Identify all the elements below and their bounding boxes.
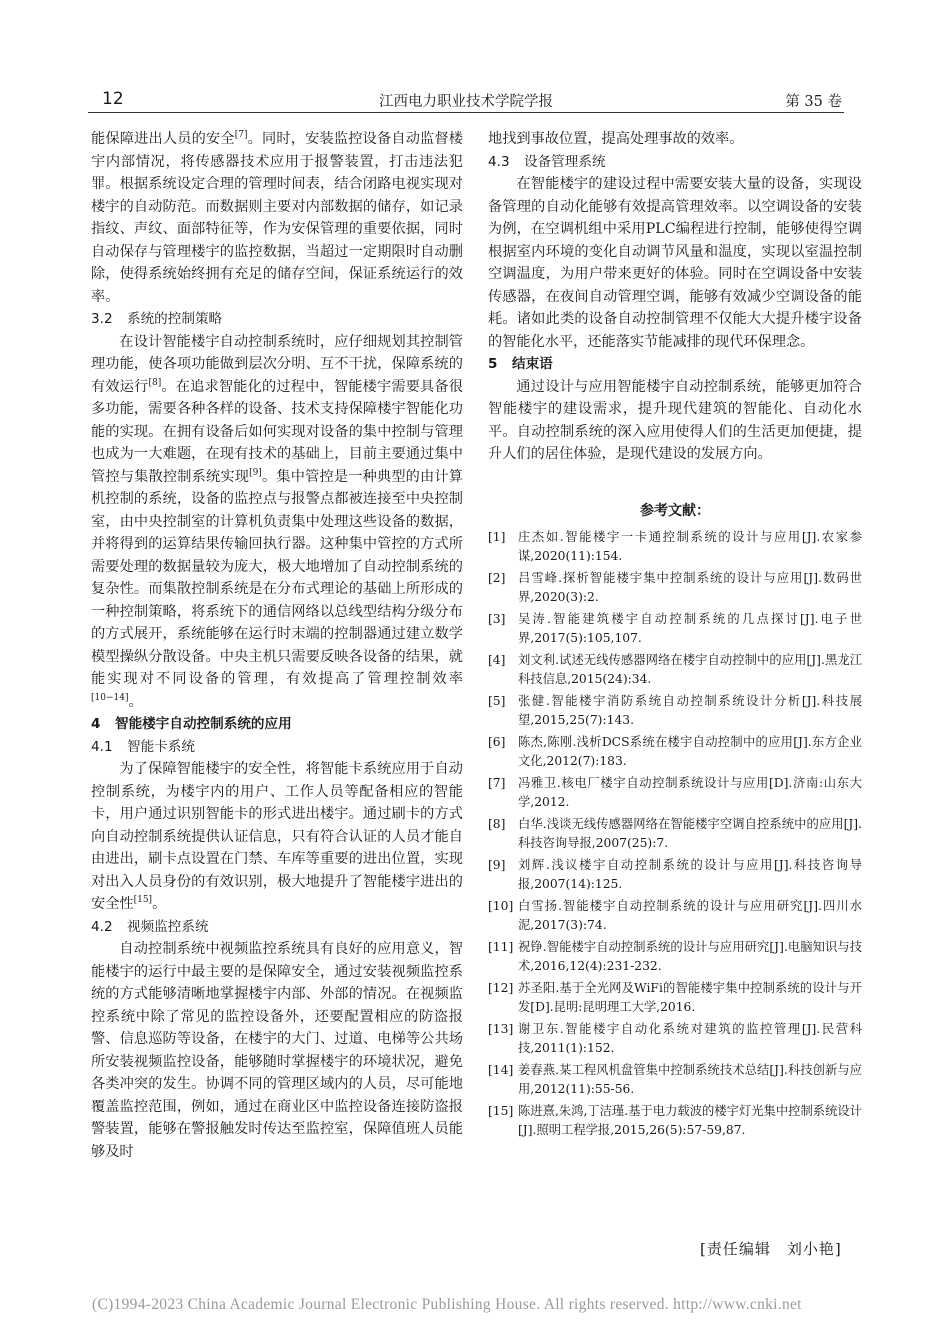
reference-index: [1]: [488, 530, 506, 544]
citation[interactable]: [7]: [234, 130, 248, 140]
paragraph: 通过设计与应用智能楼宇自动控制系统，能够更加符合智能楼宇的建设需求，提升现代建筑的智能化、自动化水平。自动控制系统的深入应用使得人们的生活更加便捷，提升人们的居住体验，是现代建设的发展方向。: [488, 378, 862, 462]
reference-text: 张健.智能楼宇消防系统自动控制系统设计分析[J].科技展望,2015,25(7):143.: [518, 694, 862, 727]
reference-text: 庄杰如.智能楼宇一卡通控制系统的设计与应用[J].农家参谋,2020(11):154.: [518, 530, 862, 563]
reference-index: [13]: [488, 1022, 514, 1036]
journal-title: 江西电力职业技术学院学报: [379, 94, 553, 110]
reference-text: 苏圣阳.基于全光网及WiFi的智能楼宇集中控制系统的设计与开发[D].昆明:昆明理工大学,2016.: [518, 981, 862, 1014]
references-title: 参考文献：: [640, 502, 710, 519]
reference-text: 陈杰,陈刚.浅析DCS系统在楼宇自动控制中的应用[J].东方企业文化,2012(7):183.: [518, 735, 862, 768]
reference-item: [488, 528, 862, 565]
reference-text: 吴涛.智能建筑楼宇自动控制系统的几点探讨[J].电子世界,2017(5):105,107.: [518, 612, 862, 645]
reference-index: [14]: [488, 1063, 514, 1077]
paragraph: 能保障进出人员的安全[7]。同时，安装监控设备自动监督楼宇内部情况，将传感器技术应用于报警装置，打击违法犯罪。根据系统设定合理的管理时间表，结合闭路电视实现对楼宇的自动防范。而数据则主要对内部数据的储存，如记录指纹、声纹、面部特征等，作为安保管理的重要依据，同时自动保存与管理楼宇的监控数据，当超过一定期限时自动删除，使得系统始终拥有充足的储存空间，保证系统运行的效率。: [91, 130, 463, 305]
reference-index: [6]: [488, 735, 506, 749]
section-heading-4-1: 4.1 智能卡系统: [91, 738, 195, 755]
reference-text: 冯雅卫.核电厂楼宇自动控制系统设计与应用[D].济南:山东大学,2012.: [518, 776, 862, 809]
reference-text: 白华.浅谈无线传感器网络在智能楼宇空调自控系统中的应用[J].科技咨询导报,2007(25):7.: [518, 817, 862, 850]
reference-index: [9]: [488, 858, 506, 872]
citation[interactable]: [15]: [133, 895, 153, 905]
reference-item: [488, 815, 862, 852]
references-list: [488, 528, 862, 1139]
reference-text: 吕雪峰.探析智能楼宇集中控制系统的设计与应用[J].数码世界,2020(3):2.: [518, 571, 862, 604]
reference-index: [2]: [488, 571, 506, 585]
reference-index: [5]: [488, 694, 506, 708]
reference-item: [488, 651, 862, 688]
running-header: [88, 88, 844, 113]
reference-item: [488, 897, 862, 934]
reference-item: [488, 692, 862, 729]
section-heading-4-2: 4.2 视频监控系统: [91, 918, 209, 935]
left-column: [91, 128, 463, 1163]
reference-item: [488, 856, 862, 893]
citation[interactable]: [8]: [148, 377, 162, 388]
reference-item: [488, 1102, 862, 1139]
reference-text: 白雪扬.智能楼宇自动控制系统的设计与应用研究[J].四川水泥,2017(3):74.: [518, 899, 862, 932]
reference-text: 陈进熹,朱鸿,丁洁瑾.基于电力载波的楼宇灯光集中控制系统设计[J].照明工程学报,2015,26(5):57-59,87.: [518, 1104, 862, 1137]
reference-item: [488, 774, 862, 811]
page-number: 12: [102, 89, 124, 109]
citation[interactable]: [9]: [249, 467, 262, 478]
reference-index: [3]: [488, 612, 506, 626]
reference-index: [11]: [488, 940, 514, 954]
reference-index: [15]: [488, 1104, 514, 1118]
reference-index: [7]: [488, 776, 506, 790]
reference-text: 谢卫东.智能楼宇自动化系统对建筑的监控管理[J].民营科技,2011(1):152.: [518, 1022, 862, 1055]
reference-item: [488, 733, 862, 770]
paragraph: 为了保障智能楼宇的安全性，将智能卡系统应用于自动控制系统，为楼宇内的用户、工作人员等配备相应的智能卡，用户通过识别智能卡的形式进出楼宇。通过刷卡的方式向自动控制系统提供认证信息，只有符合认证的人员才能自由进出，刷卡点设置在门禁、车库等重要的进出位置，实现对出入人员身份的有效识别，极大地提升了智能楼宇进出的安全性[15]。: [91, 761, 463, 912]
paragraph: 自动控制系统中视频监控系统具有良好的应用意义，智能楼宇的运行中最主要的是保障安全，通过安装视频监控系统的方式能够清晰地掌握楼宇内部、外部的情况。在视频监控系统中除了常见的监控设备外，还要配置相应的防盗报警、信息巡防等设备，在楼宇的大门、过道、电梯等公共场所安装视频监控设备，能够随时掌握楼宇的环境状况，避免各类冲突的发生。协调不同的管理区域内的人员，尽可能地覆盖监控范围，例如，通过在商业区中监控设备连接防盗报警装置，能够在警报触发时传达至监控室，保障值班人员能够及时: [91, 941, 463, 1160]
reference-text: 刘文利.试述无线传感器网络在楼宇自动控制中的应用[J].黑龙江科技信息,2015(24):34.: [518, 653, 862, 686]
reference-index: [12]: [488, 981, 514, 995]
reference-text: 祝铮.智能楼宇自动控制系统的设计与应用研究[J].电脑知识与技术,2016,12(4):231-232.: [518, 940, 862, 973]
reference-index: [4]: [488, 653, 506, 667]
reference-item: [488, 569, 862, 606]
section-heading-4: 4 智能楼宇自动控制系统的应用: [91, 716, 292, 732]
editor-credit: [责任编辑 刘小艳]: [700, 1240, 842, 1258]
reference-item: [488, 938, 862, 975]
section-heading-4-3: 4.3 设备管理系统: [488, 153, 606, 170]
paragraph: 地找到事故位置，提高处理事故的效率。: [488, 131, 744, 147]
copyright-watermark: (C)1994-2023 China Academic Journal Electronic Publishing House. All rights reserved. http://www.cnki.net: [92, 1296, 802, 1313]
reference-item: [488, 610, 862, 647]
reference-index: [10]: [488, 899, 514, 913]
right-column: [488, 128, 862, 1143]
paragraph: 在设计智能楼宇自动控制系统时，应仔细规划其控制管理功能，使各项功能做到层次分明、互不干扰，保障系统的有效运行[8]。在追求智能化的过程中，智能楼宇需要具备很多功能，需要各种各样的设备、技术支持保障楼宇智能化功能的实现。在拥有设备后如何实现对设备的集中控制与管理也成为一大难题，在现有技术的基础上，目前主要通过集中管控与集散控制系统实现[9]。集中管控是一种典型的由计算机控制的系统，设备的监控点与报警点都被连接至中央控制室，由中央控制室的计算机负责集中处理这些设备的数据，并将得到的运算结果传输回执行器。这种集中管控的方式所需要处理的数据量较为庞大，极大地增加了自动控制系统的复杂性。而集散控制系统是在分布式理论的基础上所形成的一种控制策略，将系统下的通信网络以总线型结构分级分布的方式展开，系统能够在运行时末端的控制器通过建立数学模型操纵分散设备。中央主机只需要反映各设备的结果，就能实现对不同设备的管理，有效提高了管理控制效率[10−14]。: [91, 333, 463, 710]
reference-item: [488, 1061, 862, 1098]
reference-item: [488, 1020, 862, 1057]
reference-text: 姜春燕.某工程风机盘管集中控制系统技术总结[J].科技创新与应用,2012(11):55-56.: [518, 1063, 862, 1096]
citation[interactable]: [10−14]: [91, 692, 129, 703]
volume-label: 第 35 卷: [785, 94, 842, 110]
section-heading-3-2: 3.2 系统的控制策略: [91, 311, 223, 327]
section-heading-5: 5 结束语: [488, 356, 553, 372]
paragraph: 在智能楼宇的建设过程中需要安装大量的设备，实现设备管理的自动化能够有效提高管理效率。以空调设备的安装为例，在空调机组中采用PLC编程进行控制，能够使得空调根据室内环境的变化自动调节风量和温度，实现以室温控制空调温度，为用户带来更好的体验。同时在空调设备中安装传感器，在夜间自动管理空调，能够有效减少空调设备的能耗。诸如此类的设备自动控制管理不仅能大大提升楼宇设备的智能化水平，还能落实节能减排的现代环保理念。: [488, 176, 862, 350]
reference-index: [8]: [488, 817, 506, 831]
reference-text: 刘辉.浅议楼宇自动控制系统的设计与应用[J].科技咨询导报,2007(14):125.: [518, 858, 862, 891]
reference-item: [488, 979, 862, 1016]
